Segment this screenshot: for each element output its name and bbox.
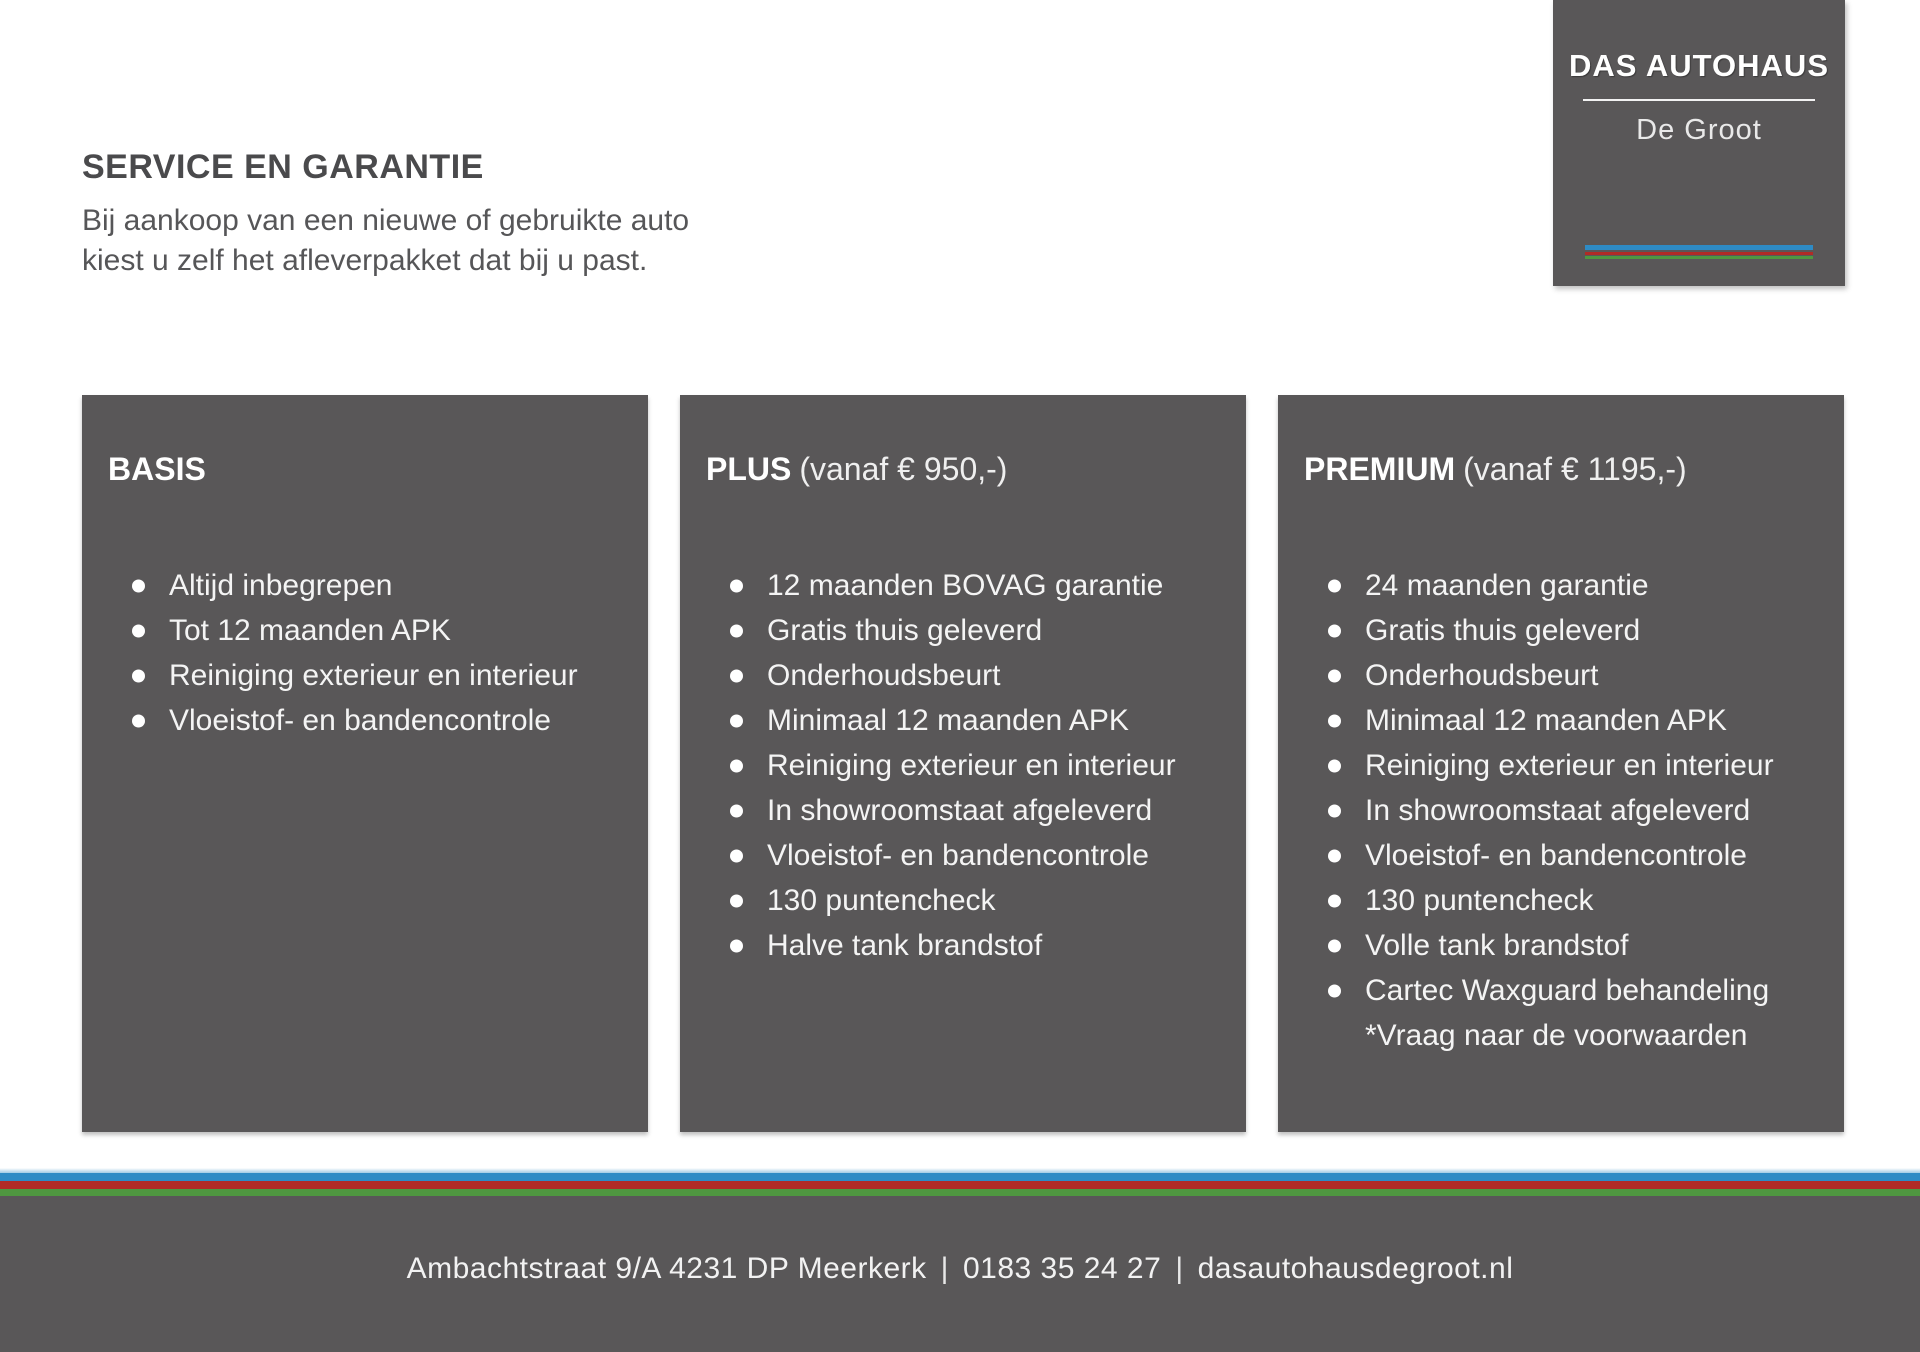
- bullet-icon: [132, 669, 145, 682]
- header-block: [82, 148, 689, 281]
- package-item-label: Onderhoudsbeurt: [1365, 659, 1599, 692]
- package-item: [108, 698, 622, 743]
- bullet-icon: [730, 804, 743, 817]
- package-title: [108, 450, 622, 488]
- bullet-icon: [1328, 759, 1341, 772]
- stripe-blue: [0, 1173, 1920, 1181]
- package-title: [1304, 450, 1818, 488]
- package-title: [706, 450, 1220, 488]
- package-item-label: Halve tank brandstof: [767, 929, 1043, 962]
- package-card-premium: [1278, 395, 1844, 1132]
- package-item-label: Minimaal 12 maanden APK: [767, 704, 1129, 737]
- stripe-red: [1585, 252, 1813, 255]
- package-item-label: 12 maanden BOVAG garantie: [767, 569, 1164, 602]
- bullet-icon: [1328, 849, 1341, 862]
- footer-separator: |: [940, 1252, 949, 1285]
- package-item-label: Onderhoudsbeurt: [767, 659, 1001, 692]
- package-item: [1304, 923, 1818, 968]
- package-item: [108, 563, 622, 608]
- package-item: [706, 833, 1220, 878]
- bullet-icon: [132, 624, 145, 637]
- package-item: [706, 563, 1220, 608]
- package-item: [1304, 968, 1818, 1013]
- bullet-icon: [1328, 939, 1341, 952]
- bullet-icon: [1328, 804, 1341, 817]
- package-price: (vanaf € 950,-): [799, 451, 1008, 487]
- package-item-label: In showroomstaat afgeleverd: [767, 794, 1153, 827]
- bullet-icon: [1328, 714, 1341, 727]
- package-item-label: 24 maanden garantie: [1365, 569, 1649, 602]
- package-item-label: Altijd inbegrepen: [169, 569, 393, 602]
- package-item: [1304, 878, 1818, 923]
- brand-logo: [1553, 0, 1845, 286]
- bullet-icon: [1328, 579, 1341, 592]
- bullet-icon: [132, 714, 145, 727]
- package-item: [108, 608, 622, 653]
- package-item-label: Reiniging exterieur en interieur: [767, 749, 1176, 782]
- package-item: [1304, 698, 1818, 743]
- package-item-label: Reiniging exterieur en interieur: [1365, 749, 1774, 782]
- package-item-label: Reiniging exterieur en interieur: [169, 659, 578, 692]
- page-subtitle-line2: kiest u zelf het afleverpakket dat bij u past.: [82, 244, 648, 277]
- bullet-icon: [1328, 669, 1341, 682]
- package-cards: [82, 395, 1844, 1132]
- package-name: PREMIUM: [1304, 451, 1456, 487]
- package-item: [706, 788, 1220, 833]
- package-item-label: 130 puntencheck: [767, 884, 996, 917]
- package-item-label: Tot 12 maanden APK: [169, 614, 451, 647]
- stripe-blue: [1585, 245, 1813, 250]
- package-item-label: Minimaal 12 maanden APK: [1365, 704, 1727, 737]
- footer-tricolor-stripes: [0, 1168, 1920, 1196]
- package-item-label: Vloeistof- en bandencontrole: [1365, 839, 1747, 872]
- package-item-label: Gratis thuis geleverd: [767, 614, 1043, 647]
- package-item-label: 130 puntencheck: [1365, 884, 1594, 917]
- bullet-icon: [1328, 624, 1341, 637]
- bullet-icon: [730, 894, 743, 907]
- brand-name: DAS AUTOHAUS: [1568, 48, 1829, 83]
- bullet-icon: [730, 849, 743, 862]
- package-item-label: Gratis thuis geleverd: [1365, 614, 1641, 647]
- package-item: [706, 743, 1220, 788]
- package-item: [706, 923, 1220, 968]
- package-item: [1304, 743, 1818, 788]
- package-item: [1304, 833, 1818, 878]
- package-item: [706, 878, 1220, 923]
- brand-subname: De Groot: [1636, 114, 1762, 146]
- bullet-icon: [730, 714, 743, 727]
- package-item-label: Vloeistof- en bandencontrole: [767, 839, 1149, 872]
- package-item-label: In showroomstaat afgeleverd: [1365, 794, 1751, 827]
- package-item-label: Vloeistof- en bandencontrole: [169, 704, 551, 737]
- footer-separator: |: [1175, 1252, 1184, 1285]
- bullet-icon: [1328, 894, 1341, 907]
- page-title: SERVICE EN GARANTIE: [82, 148, 484, 186]
- package-item: [1304, 653, 1818, 698]
- package-item-label: Cartec Waxguard behandeling: [1365, 974, 1770, 1007]
- stripe-green: [0, 1189, 1920, 1196]
- package-item: [706, 608, 1220, 653]
- footer-website: dasautohausdegroot.nl: [1197, 1252, 1514, 1285]
- package-item-list: [706, 563, 1220, 968]
- footer-address: Ambachtstraat 9/A 4231 DP Meerkerk: [406, 1252, 927, 1285]
- package-name: PLUS: [706, 451, 792, 487]
- page-subtitle: [82, 201, 689, 281]
- brand-underline: [1583, 99, 1815, 101]
- package-item-list: [108, 563, 622, 743]
- package-item: [108, 653, 622, 698]
- bullet-icon: [730, 579, 743, 592]
- footer-contact-line: [0, 1252, 1920, 1286]
- bullet-icon: [730, 624, 743, 637]
- package-card-plus: [680, 395, 1246, 1132]
- stripe-green: [1585, 256, 1813, 259]
- package-item: [706, 653, 1220, 698]
- package-price: (vanaf € 1195,-): [1463, 451, 1687, 487]
- bullet-icon: [730, 759, 743, 772]
- footer-phone: 0183 35 24 27: [962, 1252, 1162, 1285]
- package-item-label: Volle tank brandstof: [1365, 929, 1629, 962]
- brand-tricolor-stripes: [1585, 245, 1813, 259]
- stripe-red: [0, 1181, 1920, 1189]
- bullet-icon: [730, 669, 743, 682]
- package-card-basis: [82, 395, 648, 1132]
- bullet-icon: [132, 579, 145, 592]
- package-item: [1304, 563, 1818, 608]
- package-name: BASIS: [108, 451, 206, 487]
- page-subtitle-line1: Bij aankoop van een nieuwe of gebruikte auto: [82, 204, 690, 237]
- package-item: [1304, 608, 1818, 653]
- bullet-icon: [730, 939, 743, 952]
- footer: [0, 1196, 1920, 1352]
- package-item: [1304, 788, 1818, 833]
- package-footnote: *Vraag naar de voorwaarden: [1365, 1019, 1748, 1052]
- package-item: [706, 698, 1220, 743]
- bullet-icon: [1328, 984, 1341, 997]
- package-item-list: [1304, 563, 1818, 1013]
